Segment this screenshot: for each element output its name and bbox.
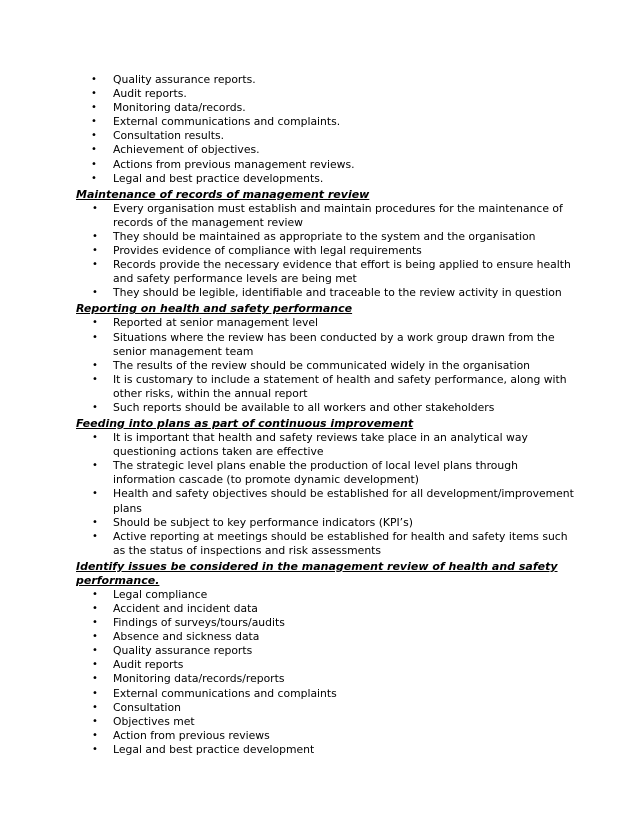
bullet-icon: • bbox=[92, 715, 98, 727]
bullet-icon: • bbox=[92, 432, 98, 444]
list-item-text: The results of the review should be communicated widely in the organisation bbox=[113, 358, 531, 372]
bullet-icon: • bbox=[91, 144, 97, 156]
bullet-icon: • bbox=[92, 645, 98, 657]
list-item bbox=[76, 516, 578, 530]
bullet-icon: • bbox=[91, 102, 97, 114]
bullet-icon: • bbox=[92, 588, 98, 600]
bullet-icon: • bbox=[92, 530, 98, 542]
list-item bbox=[76, 487, 578, 515]
bullet-icon: • bbox=[91, 158, 97, 170]
list-item bbox=[76, 373, 578, 401]
list-item bbox=[76, 616, 578, 630]
list-item bbox=[76, 672, 578, 686]
bullet-icon: • bbox=[92, 245, 98, 257]
list-item bbox=[76, 401, 578, 415]
list-item-text: Active reporting at meetings should be established for health and safety items such as the status of inspections and risk assessments bbox=[113, 529, 568, 557]
list-item bbox=[76, 701, 578, 715]
list-item bbox=[76, 87, 578, 101]
bullet-icon: • bbox=[92, 603, 98, 614]
bullet-list-reporting bbox=[76, 316, 578, 415]
list-item-text: Audit reports bbox=[113, 658, 184, 672]
list-item-text: Reported at senior management level bbox=[113, 316, 319, 330]
list-item bbox=[76, 359, 578, 373]
list-item-text: Absence and sickness data bbox=[113, 630, 260, 644]
list-item-text: External communications and complaints. bbox=[113, 115, 341, 129]
list-item bbox=[76, 602, 578, 616]
list-item bbox=[76, 658, 578, 672]
list-item-text: Legal and best practice developments. bbox=[113, 171, 324, 185]
bullet-icon: • bbox=[92, 202, 98, 214]
bullet-icon: • bbox=[92, 617, 98, 629]
list-item-text: Quality assurance reports. bbox=[113, 73, 256, 86]
bullet-icon: • bbox=[92, 230, 98, 242]
list-item bbox=[76, 172, 578, 186]
list-item-text: Situations where the review has been conducted by a work group drawn from the senior management team bbox=[113, 330, 555, 358]
list-item bbox=[76, 630, 578, 644]
list-item-text: Findings of surveys/tours/audits bbox=[113, 616, 285, 630]
list-item bbox=[76, 230, 578, 244]
list-item-text: Every organisation must establish and maintain procedures for the maintenance of records of the management review bbox=[113, 201, 563, 229]
bullet-icon: • bbox=[91, 88, 97, 100]
list-item-text: Should be subject to key performance indicators (KPI’s) bbox=[113, 515, 413, 529]
list-item-text: Accident and incident data bbox=[113, 602, 258, 615]
list-item-text: It is customary to include a statement of health and safety performance, along with other risks, within the annual report bbox=[113, 372, 567, 400]
bullet-icon: • bbox=[92, 401, 98, 413]
list-item bbox=[76, 115, 578, 129]
list-item bbox=[76, 129, 578, 143]
list-item-text: Monitoring data/records/reports bbox=[113, 672, 285, 686]
bullet-list-records bbox=[76, 202, 578, 301]
bullet-icon: • bbox=[92, 460, 98, 472]
list-item-text: Legal and best practice development bbox=[113, 742, 315, 756]
list-item bbox=[76, 644, 578, 658]
list-item-text: Audit reports. bbox=[113, 87, 187, 101]
list-item-text: Actions from previous management reviews. bbox=[113, 157, 355, 171]
section-heading-continuous-improvement: Feeding into plans as part of continuous improvement bbox=[76, 417, 414, 431]
list-item-text: They should be legible, identifiable and traceable to the review activity in question bbox=[113, 286, 562, 300]
bullet-icon: • bbox=[92, 516, 98, 528]
bullet-icon: • bbox=[92, 488, 98, 500]
bullet-icon: • bbox=[91, 116, 97, 128]
list-item bbox=[76, 687, 578, 701]
bullet-icon: • bbox=[92, 673, 98, 685]
list-item-text: Provides evidence of compliance with legal requirements bbox=[113, 244, 422, 258]
list-item-text: It is important that health and safety reviews take place in an analytical way questioning actions taken are effective bbox=[113, 431, 528, 459]
list-item bbox=[76, 286, 578, 300]
list-item bbox=[76, 331, 578, 359]
list-item-text: Achievement of objectives. bbox=[113, 143, 260, 157]
bullet-list-identify-issues bbox=[76, 588, 578, 757]
bullet-icon: • bbox=[92, 373, 98, 385]
list-item bbox=[76, 588, 578, 602]
list-item-text: Quality assurance reports bbox=[113, 644, 253, 658]
list-item bbox=[76, 316, 578, 330]
list-item-text: Consultation results. bbox=[113, 129, 225, 143]
list-item bbox=[76, 258, 578, 286]
bullet-icon: • bbox=[92, 359, 98, 371]
list-item-text: They should be maintained as appropriate to the system and the organisation bbox=[113, 229, 536, 243]
bullet-icon: • bbox=[92, 317, 98, 329]
bullet-icon: • bbox=[91, 74, 97, 85]
list-item-text: Records provide the necessary evidence that effort is being applied to ensure health and safety performance levels are being met bbox=[113, 258, 571, 286]
list-item-text: Action from previous reviews bbox=[113, 728, 270, 742]
list-item bbox=[76, 143, 578, 157]
bullet-list-continuous-improvement bbox=[76, 431, 578, 558]
list-item bbox=[76, 431, 578, 459]
list-item-text: Health and safety objectives should be established for all development/improvement plans bbox=[113, 487, 574, 515]
list-item bbox=[76, 530, 578, 558]
section-heading-records: Maintenance of records of management review bbox=[76, 187, 370, 201]
bullet-icon: • bbox=[91, 130, 97, 142]
bullet-icon: • bbox=[92, 743, 98, 755]
list-item bbox=[76, 202, 578, 230]
bullet-icon: • bbox=[92, 631, 98, 643]
list-item bbox=[76, 729, 578, 743]
list-item-text: The strategic level plans enable the production of local level plans through information cascade (to promote dynamic development) bbox=[113, 459, 518, 487]
list-item-text: External communications and complaints bbox=[113, 686, 337, 700]
list-item-text: Legal compliance bbox=[113, 587, 208, 601]
list-item bbox=[76, 158, 578, 172]
bullet-icon: • bbox=[92, 701, 98, 713]
bullet-icon: • bbox=[92, 287, 98, 299]
list-item bbox=[76, 459, 578, 487]
list-item-text: Such reports should be available to all workers and other stakeholders bbox=[113, 400, 495, 414]
bullet-icon: • bbox=[91, 172, 97, 184]
section-heading-reporting: Reporting on health and safety performance bbox=[76, 302, 353, 316]
bullet-list-inputs bbox=[76, 73, 578, 186]
bullet-icon: • bbox=[92, 729, 98, 741]
bullet-icon: • bbox=[92, 259, 98, 271]
bullet-icon: • bbox=[92, 331, 98, 343]
list-item-text: Objectives met bbox=[113, 714, 195, 728]
list-item bbox=[76, 244, 578, 258]
list-item bbox=[76, 73, 578, 87]
list-item-text: Monitoring data/records. bbox=[113, 101, 246, 115]
list-item-text: Consultation bbox=[113, 700, 181, 714]
section-heading-identify-issues: Identify issues be considered in the management review of health and safety performance. bbox=[76, 559, 558, 587]
bullet-icon: • bbox=[92, 687, 98, 699]
list-item bbox=[76, 101, 578, 115]
bullet-icon: • bbox=[92, 659, 98, 671]
list-item bbox=[76, 715, 578, 729]
list-item bbox=[76, 743, 578, 757]
